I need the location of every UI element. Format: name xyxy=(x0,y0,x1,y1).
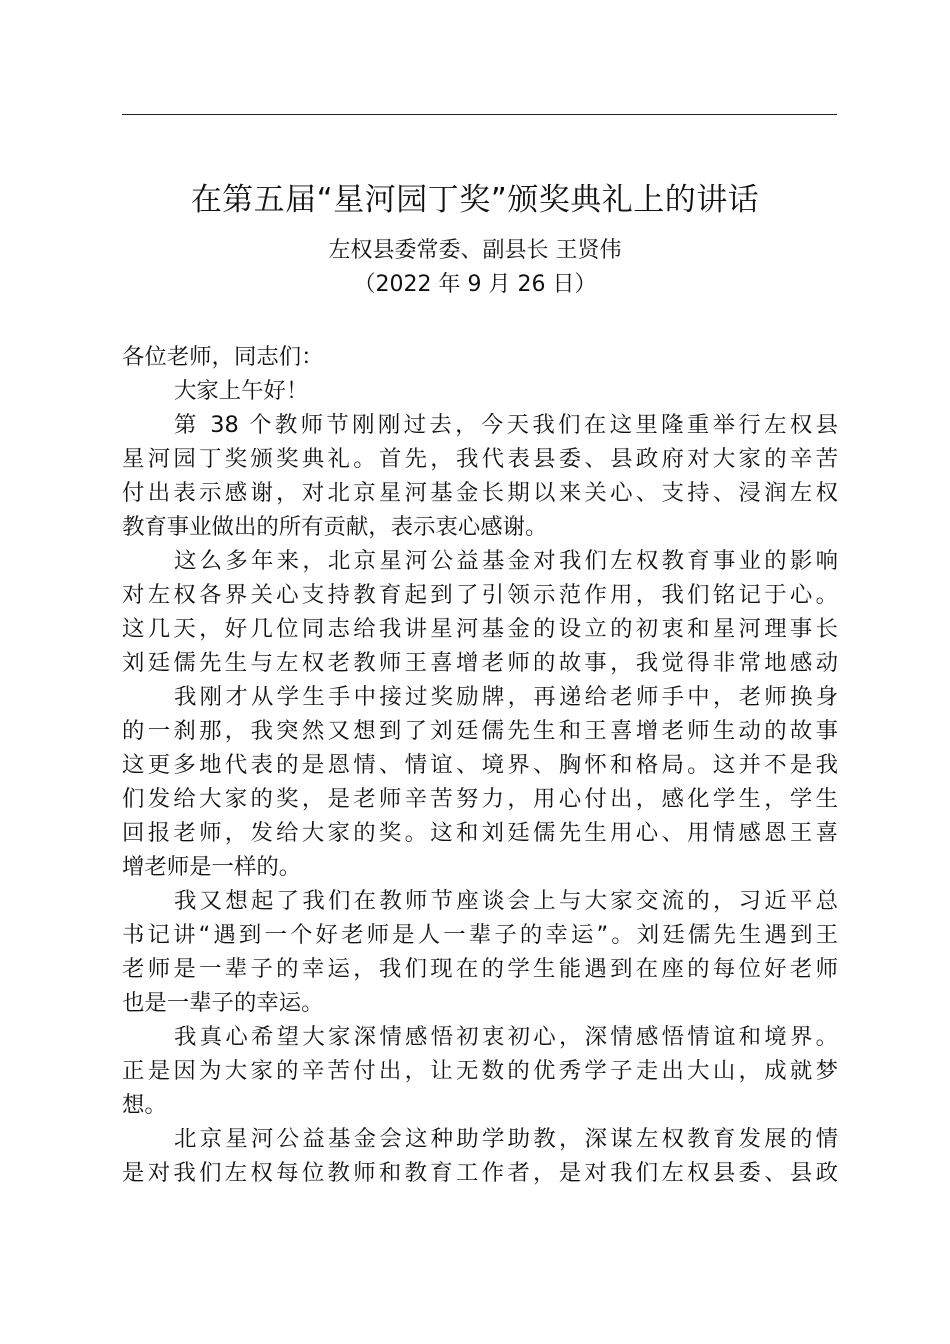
text-line: 这更多地代表的是恩情、情谊、境界、胸怀和格局。这并不是我 xyxy=(122,752,838,778)
text-line: 第 38 个教师节刚刚过去，今天我们在这里隆重举行左权县 xyxy=(174,412,838,438)
text-line: 的一刹那，我突然又想到了刘廷儒先生和王喜增老师生动的故事 xyxy=(122,718,838,744)
text-line: 们发给大家的奖，是老师辛苦努力，用心付出，感化学生，学生 xyxy=(122,786,838,812)
text-line: 这几天，好几位同志给我讲星河基金的设立的初衷和星河理事长 xyxy=(122,616,838,642)
text-line: 正是因为大家的辛苦付出，让无数的优秀学子走出大山，成就梦 xyxy=(122,1058,838,1084)
text-line: 我真心希望大家深情感悟初衷初心，深情感悟情谊和境界。 xyxy=(174,1024,838,1050)
text-line: 付出表示感谢，对北京星河基金长期以来关心、支持、浸润左权 xyxy=(122,480,838,506)
text-line: 各位老师，同志们： xyxy=(122,344,324,370)
text-line: 书记讲“遇到一个好老师是人一辈子的幸运”。刘廷儒先生遇到王 xyxy=(122,922,838,948)
text-line: 是对我们左权每位教师和教育工作者，是对我们左权县委、县政 xyxy=(122,1160,838,1186)
text-line: 增老师是一样的。 xyxy=(122,854,302,880)
text-line: 我又想起了我们在教师节座谈会上与大家交流的，习近平总 xyxy=(174,888,838,914)
text-line: 教育事业做出的所有贡献，表示衷心感谢。 xyxy=(122,514,548,540)
speech-date: （2022 年 9 月 26 日） xyxy=(353,272,597,297)
text-line: 刘廷儒先生与左权老教师王喜增老师的故事，我觉得非常地感动 xyxy=(122,650,838,676)
speech-title: 在第五届“星河园丁奖”颁奖典礼上的讲话 xyxy=(190,182,760,218)
text-line: 回报老师，发给大家的奖。这和刘廷儒先生用心、用情感恩王喜 xyxy=(122,820,838,846)
header-rule xyxy=(122,114,837,115)
text-line: 我刚才从学生手中接过奖励牌，再递给老师手中，老师换身 xyxy=(174,684,838,710)
speaker-line: 左权县委常委、副县长 王贤伟 xyxy=(328,238,622,263)
text-line: 对左权各界关心支持教育起到了引领示范作用，我们铭记于心。 xyxy=(122,582,838,608)
text-line: 大家上午好！ xyxy=(174,378,309,404)
text-line: 这么多年来，北京星河公益基金对我们左权教育事业的影响 xyxy=(174,548,838,574)
text-line: 老师是一辈子的幸运，我们现在的学生能遇到在座的每位好老师 xyxy=(122,956,838,982)
text-line: 想。 xyxy=(122,1092,167,1118)
text-line: 星河园丁奖颁奖典礼。首先，我代表县委、县政府对大家的辛苦 xyxy=(122,446,838,472)
text-line: 也是一辈子的幸运。 xyxy=(122,990,324,1016)
text-line: 北京星河公益基金会这种助学助教，深谋左权教育发展的情 xyxy=(174,1126,838,1152)
speech-body xyxy=(122,340,838,1190)
